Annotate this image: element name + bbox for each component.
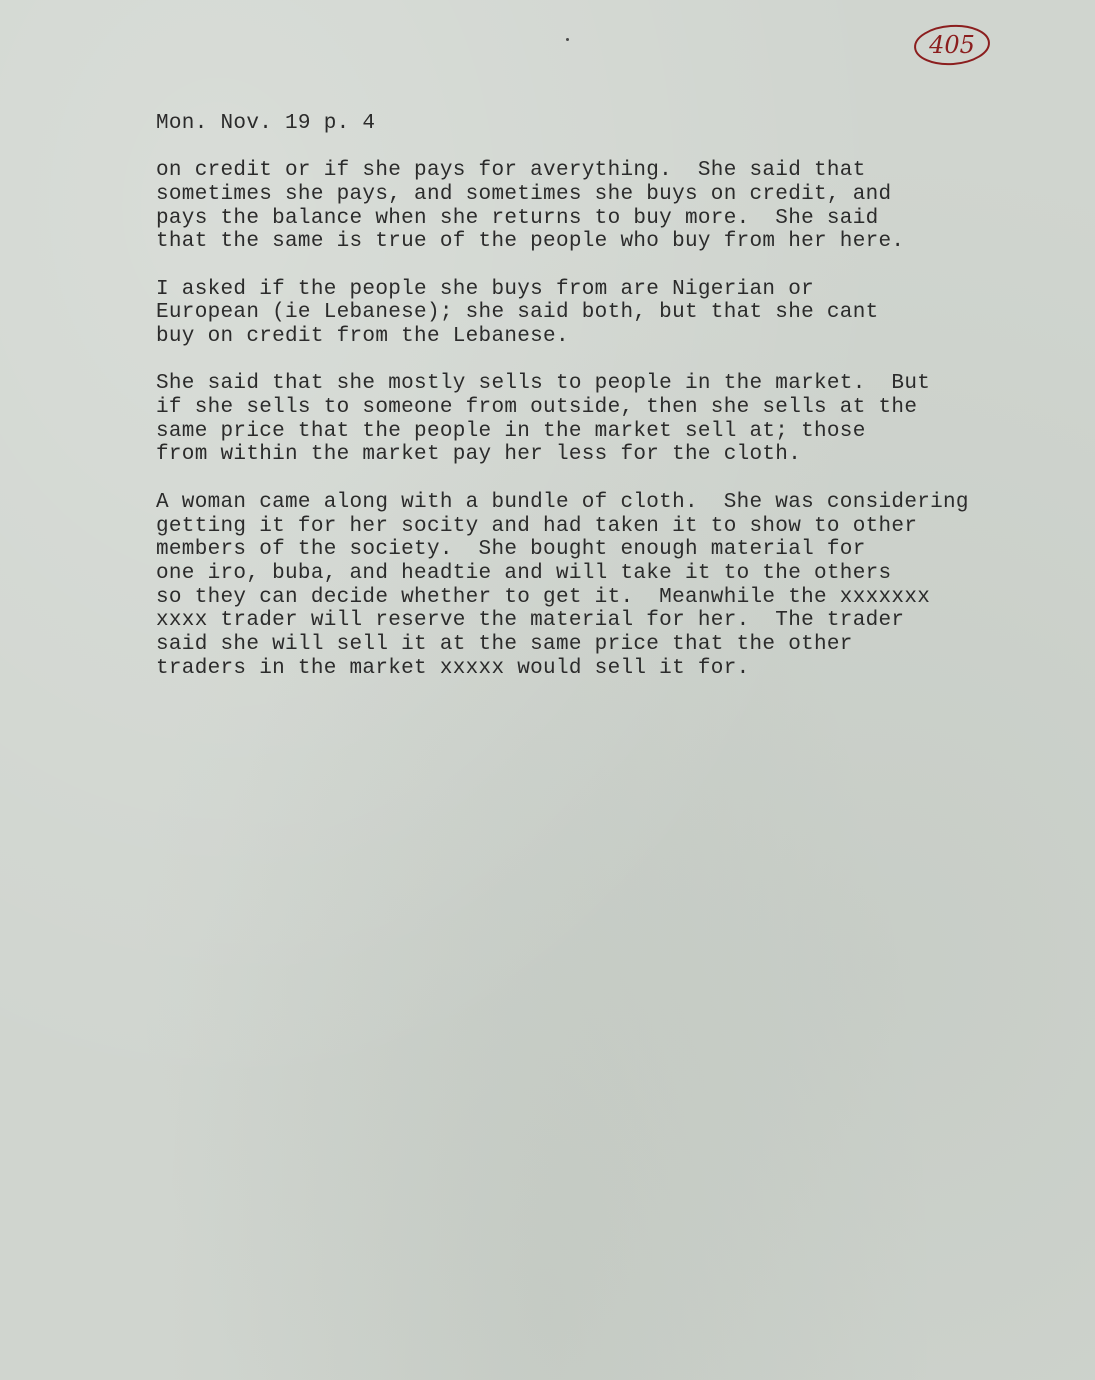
document-body <box>156 112 1076 704</box>
page-header: Mon. Nov. 19 p. 4 <box>156 112 376 135</box>
text-line: buy on credit from the Lebanese. <box>156 325 569 348</box>
paragraph-3 <box>156 372 1076 467</box>
paragraph-4 <box>156 491 1076 681</box>
text-line: if she sells to someone from outside, then she sells at the <box>156 396 918 420</box>
text-line: same price that the people in the market sell at; those <box>156 419 866 443</box>
text-line: traders in the market xxxxx would sell it for. <box>156 656 750 680</box>
text-line: on credit or if she pays for averything. She said that <box>156 159 866 183</box>
paragraph-1 <box>156 159 1076 254</box>
paper-speck <box>566 38 569 41</box>
text-line: that the same is true of the people who buy from her here. <box>156 230 905 254</box>
paragraph-2 <box>156 278 1076 349</box>
text-line: getting it for her socity and had taken it to show to other <box>156 514 918 538</box>
text-line: from within the market pay her less for the cloth. <box>156 443 802 467</box>
page-number: 405 <box>929 31 975 59</box>
text-line: said she will sell it at the same price that the other <box>156 632 853 656</box>
text-line: one iro, buba, and headtie and will take it to the others <box>156 561 892 585</box>
text-line: I asked if the people she buys from are Nigerian or <box>156 277 815 301</box>
text-line: members of the society. She bought enough material for <box>156 538 866 562</box>
text-line: A woman came along with a bundle of cloth. She was considering <box>156 490 969 514</box>
page-number-annotation <box>912 22 992 68</box>
text-line: pays the balance when she returns to buy more. She said <box>156 206 879 230</box>
text-line: xxxx trader will reserve the material for her. The trader <box>156 609 905 633</box>
text-line: European (ie Lebanese); she said both, but that she cant <box>156 301 879 325</box>
text-line: sometimes she pays, and sometimes she buys on credit, and <box>156 182 892 206</box>
text-line: so they can decide whether to get it. Meanwhile the xxxxxxx <box>156 585 931 609</box>
text-line: She said that she mostly sells to people in the market. But <box>156 372 931 396</box>
